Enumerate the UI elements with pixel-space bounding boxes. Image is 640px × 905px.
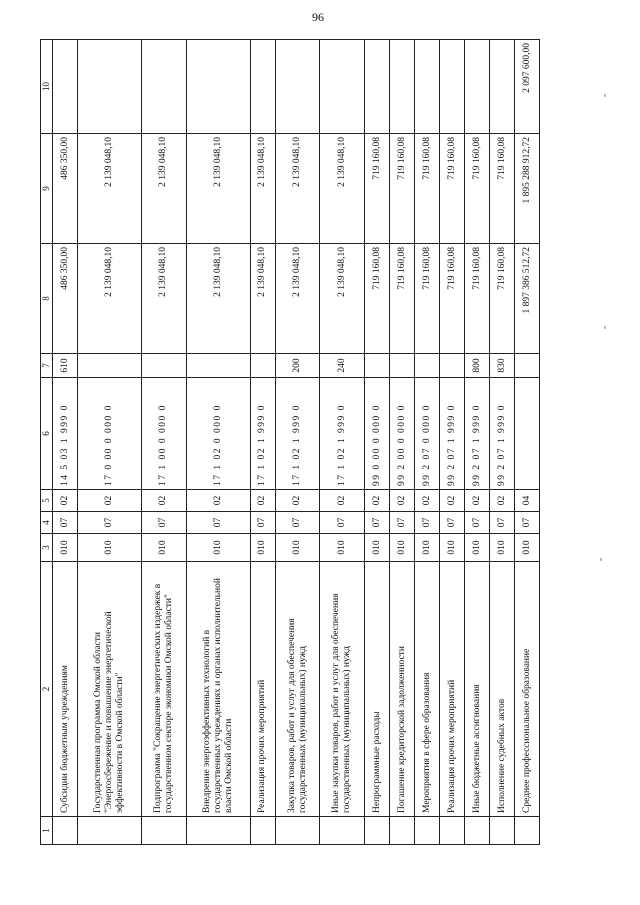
table-row <box>53 40 78 845</box>
amount-col9: 2 139 048,10 <box>77 134 141 244</box>
program-code: 17 1 02 1 999 0 <box>275 378 320 490</box>
ministry-code: 010 <box>53 534 78 562</box>
expense-type-code <box>77 354 141 378</box>
expense-type-code: 830 <box>489 354 514 378</box>
amount-col10 <box>390 40 415 134</box>
col-header: 5 <box>41 490 53 512</box>
amount-total: 2 139 048,10 <box>250 244 275 354</box>
amount-col9: 719 160,08 <box>390 134 415 244</box>
item-name: Иные бюджетные ассигнования <box>464 562 489 817</box>
expense-type-code <box>365 354 390 378</box>
amount-total: 2 139 048,10 <box>142 244 187 354</box>
subsection-code: 04 <box>514 490 539 512</box>
page-number: 96 <box>312 10 324 24</box>
table-body <box>53 40 540 845</box>
amount-col10 <box>250 40 275 134</box>
first-cell <box>53 817 78 845</box>
scan-speck <box>600 558 602 561</box>
first-cell <box>186 817 250 845</box>
amount-col10 <box>489 40 514 134</box>
program-code: 14 5 03 1 999 0 <box>53 378 78 490</box>
section-code: 07 <box>415 512 440 534</box>
subsection-code: 02 <box>320 490 365 512</box>
amount-total: 2 139 048,10 <box>275 244 320 354</box>
col-header: 8 <box>41 244 53 354</box>
amount-col10 <box>53 40 78 134</box>
amount-total: 719 160,08 <box>390 244 415 354</box>
section-code: 07 <box>514 512 539 534</box>
subsection-code: 02 <box>464 490 489 512</box>
amount-col10 <box>275 40 320 134</box>
ministry-code: 010 <box>464 534 489 562</box>
ministry-code: 010 <box>415 534 440 562</box>
amount-col10 <box>320 40 365 134</box>
expense-type-code <box>250 354 275 378</box>
subsection-code: 02 <box>250 490 275 512</box>
subsection-code: 02 <box>390 490 415 512</box>
scan-speck <box>604 326 606 329</box>
item-name: Исполнение судебных актов <box>489 562 514 817</box>
subsection-code: 02 <box>186 490 250 512</box>
amount-total: 2 139 048,10 <box>186 244 250 354</box>
table-row <box>142 40 187 845</box>
section-code: 07 <box>53 512 78 534</box>
program-code: 17 0 00 0 000 0 <box>77 378 141 490</box>
table-row <box>489 40 514 845</box>
ministry-code: 010 <box>365 534 390 562</box>
table-row <box>440 40 465 845</box>
table-row <box>320 40 365 845</box>
ministry-code: 010 <box>250 534 275 562</box>
program-code: 99 2 07 1 999 0 <box>489 378 514 490</box>
amount-col9: 2 139 048,10 <box>250 134 275 244</box>
amount-col9: 2 139 048,10 <box>142 134 187 244</box>
table-row <box>415 40 440 845</box>
ministry-code: 010 <box>142 534 187 562</box>
amount-col9: 719 160,08 <box>415 134 440 244</box>
item-name: Реализация прочих мероприятий <box>440 562 465 817</box>
item-name: Закупка товаров, работ и услуг для обеспечения государственных (муниципальных) нужд <box>275 562 320 817</box>
expense-type-code: 610 <box>53 354 78 378</box>
expense-type-code: 200 <box>275 354 320 378</box>
ministry-code: 010 <box>440 534 465 562</box>
amount-col10 <box>142 40 187 134</box>
table-row <box>77 40 141 845</box>
table-row <box>390 40 415 845</box>
subsection-code: 02 <box>415 490 440 512</box>
amount-total: 719 160,08 <box>415 244 440 354</box>
section-code: 07 <box>440 512 465 534</box>
header-row <box>41 40 53 845</box>
first-cell <box>514 817 539 845</box>
expense-type-code <box>186 354 250 378</box>
expense-type-code <box>390 354 415 378</box>
subsection-code: 02 <box>365 490 390 512</box>
first-cell <box>464 817 489 845</box>
amount-col9: 719 160,08 <box>440 134 465 244</box>
program-code: 99 2 00 0 000 0 <box>390 378 415 490</box>
ministry-code: 010 <box>186 534 250 562</box>
first-cell <box>440 817 465 845</box>
expense-type-code <box>415 354 440 378</box>
program-code: 99 2 07 1 999 0 <box>464 378 489 490</box>
program-code: 99 2 07 1 999 0 <box>440 378 465 490</box>
section-code: 07 <box>77 512 141 534</box>
program-code: 17 1 00 0 000 0 <box>142 378 187 490</box>
amount-col10 <box>415 40 440 134</box>
subsection-code: 02 <box>489 490 514 512</box>
program-code: 17 1 02 0 000 0 <box>186 378 250 490</box>
amount-col10 <box>464 40 489 134</box>
program-code <box>514 378 539 490</box>
table-row <box>514 40 539 845</box>
amount-col9: 2 139 048,10 <box>320 134 365 244</box>
col-header: 1 <box>41 817 53 845</box>
col-header: 3 <box>41 534 53 562</box>
item-name: Погашение кредиторской задолженности <box>390 562 415 817</box>
table-row <box>250 40 275 845</box>
col-header: 9 <box>41 134 53 244</box>
item-name: Субсидии бюджетным учреждениям <box>53 562 78 817</box>
amount-col10 <box>77 40 141 134</box>
item-name: Внедрение энергоэффективных технологий в государственных учреждениях и органах исполнительной власти Омской области <box>186 562 250 817</box>
program-code: 17 1 02 1 999 0 <box>250 378 275 490</box>
section-code: 07 <box>489 512 514 534</box>
amount-total: 719 160,08 <box>365 244 390 354</box>
first-cell <box>390 817 415 845</box>
col-header: 4 <box>41 512 53 534</box>
first-cell <box>365 817 390 845</box>
subsection-code: 02 <box>440 490 465 512</box>
program-code: 99 0 00 0 000 0 <box>365 378 390 490</box>
table-row <box>275 40 320 845</box>
amount-col9: 2 139 048,10 <box>186 134 250 244</box>
first-cell <box>320 817 365 845</box>
table-row <box>464 40 489 845</box>
first-cell <box>415 817 440 845</box>
program-code: 17 1 02 1 999 0 <box>320 378 365 490</box>
table-row <box>186 40 250 845</box>
first-cell <box>142 817 187 845</box>
table-row <box>365 40 390 845</box>
first-cell <box>250 817 275 845</box>
amount-col9: 486 350,00 <box>53 134 78 244</box>
ministry-code: 010 <box>320 534 365 562</box>
expense-type-code: 800 <box>464 354 489 378</box>
expense-type-code <box>440 354 465 378</box>
item-name: Мероприятия в сфере образования <box>415 562 440 817</box>
section-code: 07 <box>142 512 187 534</box>
rotated-table-container <box>40 40 540 845</box>
amount-col10 <box>440 40 465 134</box>
subsection-code: 02 <box>142 490 187 512</box>
col-header: 7 <box>41 354 53 378</box>
item-name: Подпрограмма "Сокращение энергетических издержек в государственном секторе экономики Омской области" <box>142 562 187 817</box>
amount-col9: 719 160,08 <box>489 134 514 244</box>
ministry-code: 010 <box>275 534 320 562</box>
col-header: 2 <box>41 562 53 817</box>
first-cell <box>77 817 141 845</box>
amount-col10 <box>186 40 250 134</box>
item-name: Непрограммные расходы <box>365 562 390 817</box>
ministry-code: 010 <box>489 534 514 562</box>
item-name: Среднее профессиональное образование <box>514 562 539 817</box>
amount-total: 2 139 048,10 <box>77 244 141 354</box>
subsection-code: 02 <box>77 490 141 512</box>
expense-type-code <box>142 354 187 378</box>
item-name: Иные закупки товаров, работ и услуг для обеспечения государственных (муниципальных) нужд <box>320 562 365 817</box>
subsection-code: 02 <box>53 490 78 512</box>
section-code: 07 <box>250 512 275 534</box>
amount-total: 1 897 386 512,72 <box>514 244 539 354</box>
scan-speck <box>604 94 606 97</box>
item-name: Государственная программа Омской области "Энергосбережение и повышение энергетической эффективности в Омской области" <box>77 562 141 817</box>
amount-col9: 719 160,08 <box>365 134 390 244</box>
amount-col10 <box>365 40 390 134</box>
section-code: 07 <box>464 512 489 534</box>
col-header: 6 <box>41 378 53 490</box>
amount-total: 719 160,08 <box>440 244 465 354</box>
amount-col9: 1 895 288 912,72 <box>514 134 539 244</box>
amount-col9: 2 139 048,10 <box>275 134 320 244</box>
program-code: 99 2 07 0 000 0 <box>415 378 440 490</box>
expense-type-code <box>514 354 539 378</box>
item-name: Реализация прочих мероприятий <box>250 562 275 817</box>
section-code: 07 <box>390 512 415 534</box>
expense-type-code: 240 <box>320 354 365 378</box>
first-cell <box>489 817 514 845</box>
ministry-code: 010 <box>390 534 415 562</box>
subsection-code: 02 <box>275 490 320 512</box>
amount-total: 486 350,00 <box>53 244 78 354</box>
section-code: 07 <box>320 512 365 534</box>
first-cell <box>275 817 320 845</box>
amount-total: 719 160,08 <box>489 244 514 354</box>
amount-col9: 719 160,08 <box>464 134 489 244</box>
section-code: 07 <box>275 512 320 534</box>
ministry-code: 010 <box>514 534 539 562</box>
ministry-code: 010 <box>77 534 141 562</box>
section-code: 07 <box>186 512 250 534</box>
col-header: 10 <box>41 40 53 134</box>
amount-col10: 2 097 600,00 <box>514 40 539 134</box>
amount-total: 719 160,08 <box>464 244 489 354</box>
section-code: 07 <box>365 512 390 534</box>
amount-total: 2 139 048,10 <box>320 244 365 354</box>
budget-table <box>40 39 540 845</box>
